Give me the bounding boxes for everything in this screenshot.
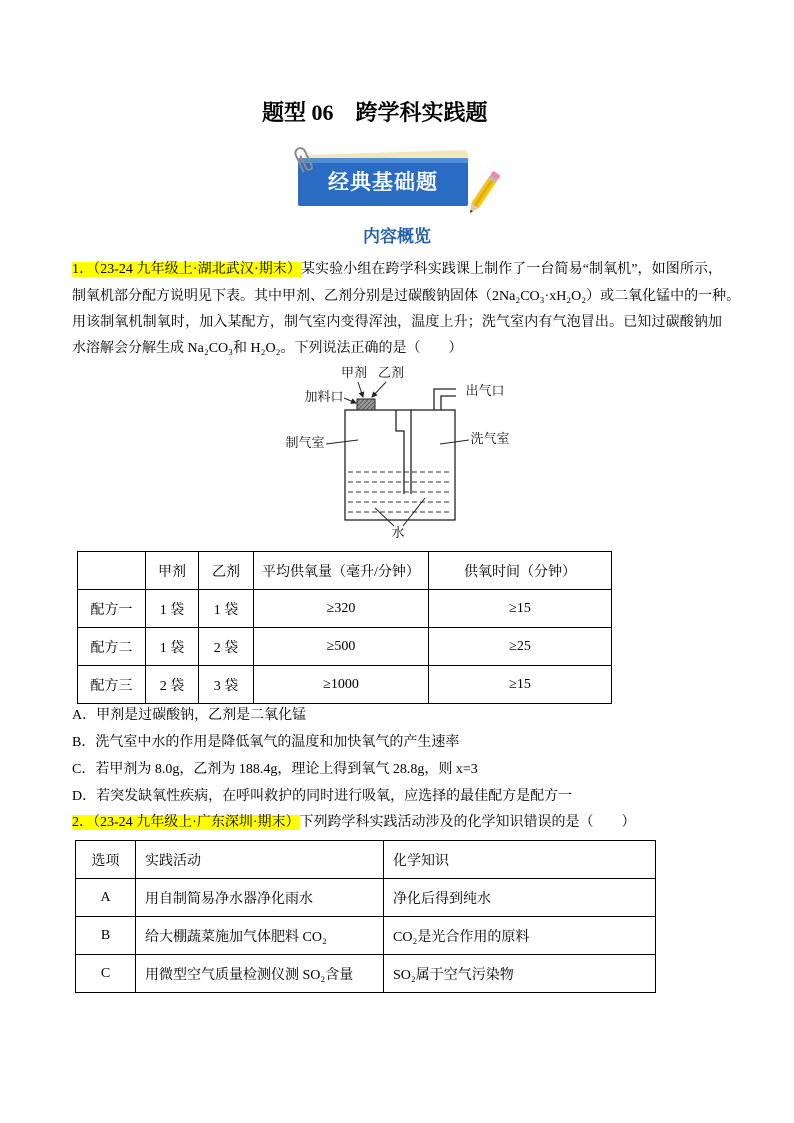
question-1-line: 制氧机部分配方说明见下表。其中甲剂、乙剂分别是过碳酸钠固体（2Na₂CO₃·xH₂O₂）或二氧化锰中的一种。 [72, 289, 741, 304]
label-agent-b: 乙剂 [377, 364, 405, 380]
arrow [358, 382, 363, 397]
practice-table [75, 840, 656, 993]
table-cell: 用自制简易净水器净化雨水 [136, 879, 384, 917]
label-water: 水 [391, 524, 405, 540]
table-header-cell: 选项 [76, 841, 136, 879]
table-header-row [76, 841, 656, 879]
table-cell: 配方二 [78, 628, 146, 666]
table-header-row [78, 552, 612, 590]
table-row [76, 917, 656, 955]
outlet-tube [441, 396, 456, 410]
table-cell: B [76, 917, 136, 955]
table-header-cell: 乙剂 [199, 552, 254, 590]
table-cell: 3 袋 [199, 666, 254, 704]
table-row [76, 879, 656, 917]
table-cell: 1 袋 [199, 590, 254, 628]
table-cell: 2 袋 [146, 666, 199, 704]
question-1-text: 某实验小组在跨学科实践课上制作了一台简易“制氧机”，如图所示， [300, 262, 722, 277]
label-generator-chamber: 制气室 [285, 434, 325, 450]
table-cell: ≥15 [429, 590, 612, 628]
table-cell: 1 袋 [146, 590, 199, 628]
table-cell: ≥500 [254, 628, 429, 666]
table-corner-cell [78, 552, 146, 590]
table-cell: CO₂是光合作用的原料 [384, 917, 656, 955]
table-header-cell: 供氧时间（分钟） [429, 552, 612, 590]
table-row [78, 666, 612, 704]
table-cell: 用微型空气质量检测仪测 SO₂含量 [136, 955, 384, 993]
option-b: B．洗气室中水的作用是降低氧气的温度和加快氧气的产生速率 [72, 735, 460, 750]
arrow [372, 382, 386, 397]
banner-label: 经典基础题 [328, 170, 438, 194]
label-agent-a: 甲剂 [340, 364, 368, 380]
formula-table [77, 551, 612, 704]
question-1-line: 水溶解会分解生成 Na₂CO₃和 H₂O₂。下列说法正确的是（ ） [72, 341, 463, 356]
option-c: C．若甲剂为 8.0g，乙剂为 188.4g，理论上得到氧气 28.8g，则 x=3 [72, 762, 478, 777]
table-header-cell: 化学知识 [384, 841, 656, 879]
question-1-line [72, 257, 722, 283]
table-cell: ≥320 [254, 590, 429, 628]
oxygen-generator-diagram [280, 360, 520, 550]
pencil-icon [466, 171, 500, 216]
table-cell: ≥15 [429, 666, 612, 704]
table-cell: 净化后得到纯水 [384, 879, 656, 917]
label-outlet: 出气口 [465, 382, 505, 398]
question-1-line: 用该制氧机制氧时，加入某配方，制气室内变得浑浊，温度上升；洗气室内有气泡冒出。已知过碳酸钠加 [72, 315, 722, 330]
table-cell: A [76, 879, 136, 917]
page-title: 题型 06 跨学科实践题 [262, 100, 488, 125]
section-heading: 内容概览 [363, 227, 431, 247]
section-banner [288, 143, 503, 218]
question-2-line [72, 810, 636, 836]
table-row [78, 590, 612, 628]
table-cell: ≥1000 [254, 666, 429, 704]
label-washing-chamber: 洗气室 [470, 430, 510, 446]
table-cell: 配方三 [78, 666, 146, 704]
table-cell: 给大棚蔬菜施加气体肥料 CO₂ [136, 917, 384, 955]
option-a: A．甲剂是过碳酸钠，乙剂是二氧化锰 [72, 708, 307, 723]
table-cell: ≥25 [429, 628, 612, 666]
question-1-source-tag: 1．（23-24 九年级上·湖北武汉·期末） [72, 262, 301, 277]
option-d: D．若突发缺氧性疾病，在呼叫救护的同时进行吸氧，应选择的最佳配方是配方一 [72, 789, 573, 804]
feed-inlet-hatch [357, 399, 375, 410]
table-cell: 2 袋 [199, 628, 254, 666]
table-cell: C [76, 955, 136, 993]
table-header-cell: 平均供氧量（毫升/分钟） [254, 552, 429, 590]
outlet-tube [434, 389, 456, 410]
apparatus-container [345, 410, 455, 520]
table-cell: SO₂属于空气污染物 [384, 955, 656, 993]
table-cell: 1 袋 [146, 628, 199, 666]
table-row [76, 955, 656, 993]
table-cell: 配方一 [78, 590, 146, 628]
question-2-text: 下列跨学科实践活动涉及的化学知识错误的是（ ） [299, 815, 636, 830]
table-header-cell: 实践活动 [136, 841, 384, 879]
label-inlet: 加料口 [304, 388, 344, 404]
question-2-source-tag: 2．（23-24 九年级上·广东深圳·期末） [72, 815, 300, 830]
table-header-cell: 甲剂 [146, 552, 199, 590]
table-row [78, 628, 612, 666]
arrow [344, 398, 356, 403]
